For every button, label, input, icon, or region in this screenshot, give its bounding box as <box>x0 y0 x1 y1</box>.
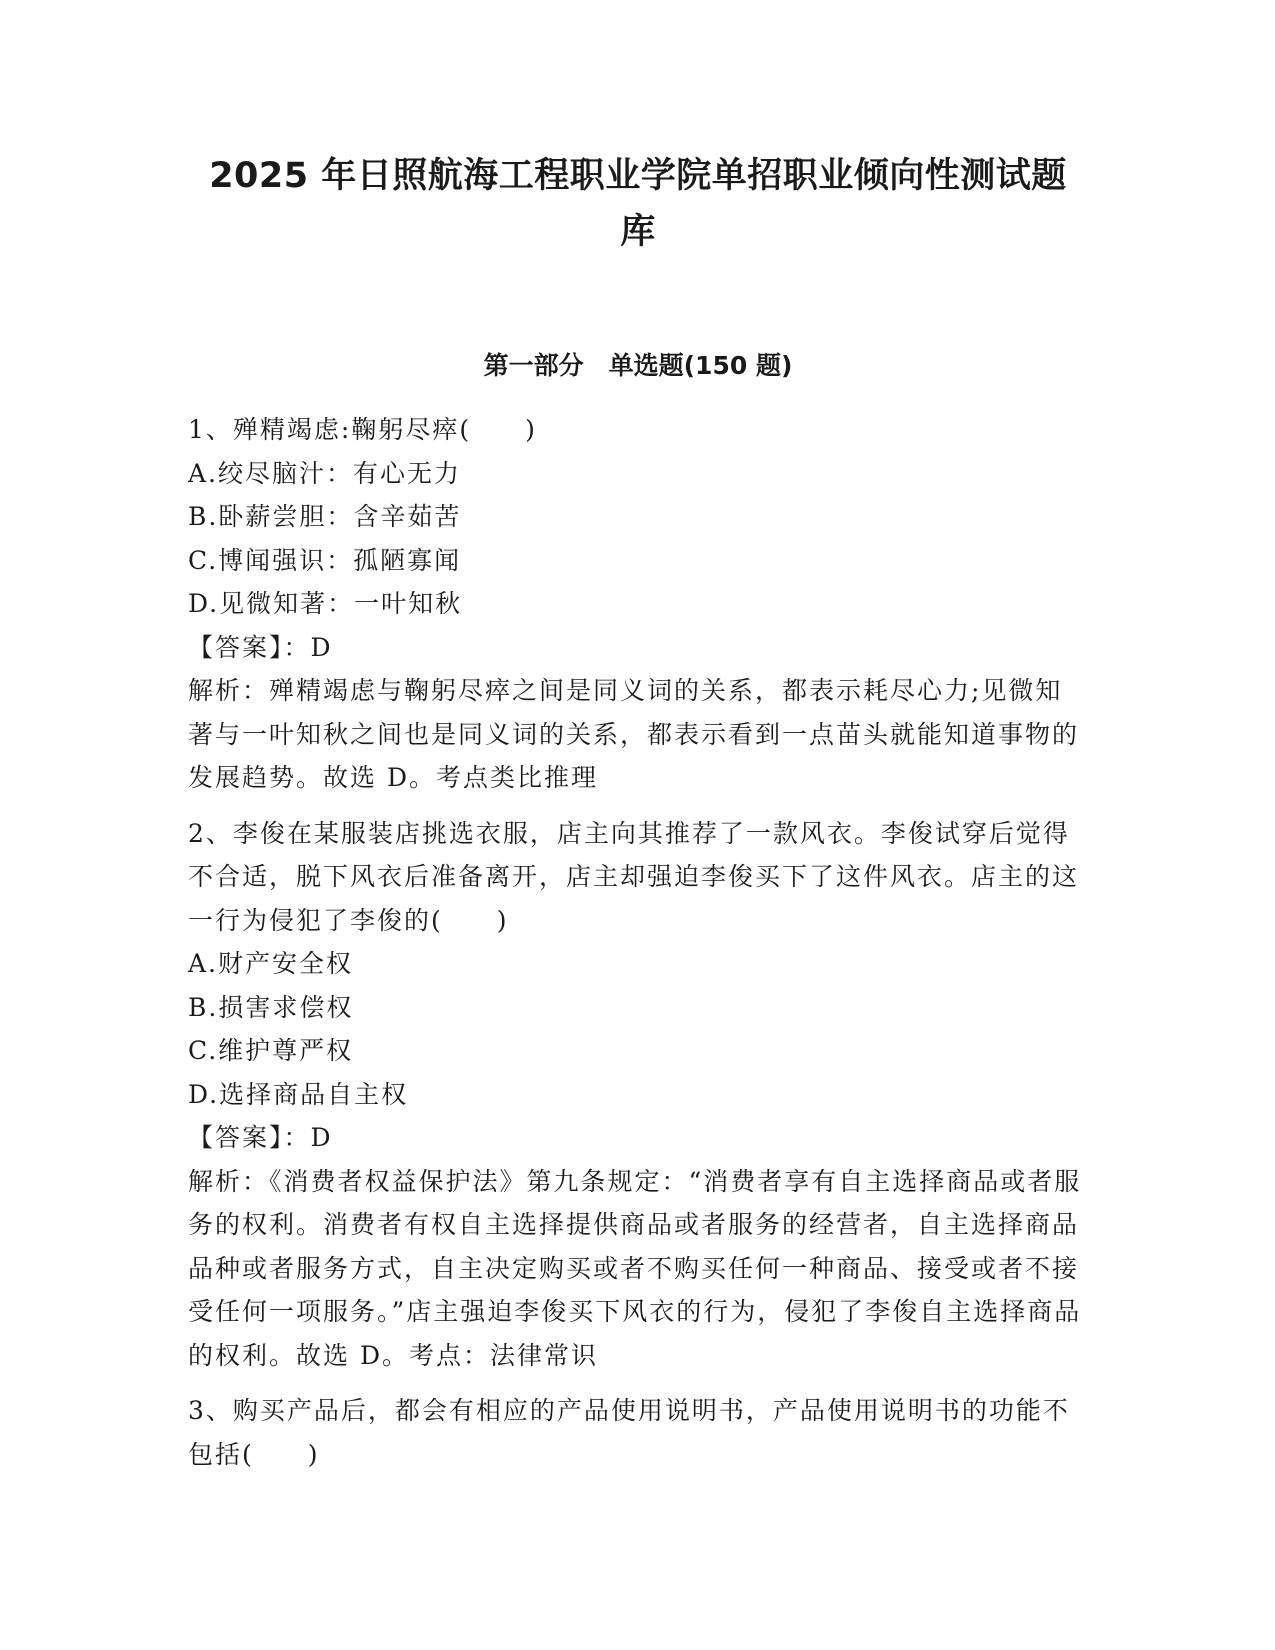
option-a: A.绞尽脑汁：有心无力 <box>188 458 462 488</box>
question-stem: 3、购买产品后，都会有相应的产品使用说明书，产品使用说明书的功能不包括( ) <box>188 1396 1070 1469</box>
option-c: C.博闻强识：孤陋寡闻 <box>188 545 462 575</box>
question-1 <box>188 408 1088 800</box>
question-list <box>188 408 1088 1488</box>
question-3 <box>188 1389 1088 1476</box>
option-b: B.损害求偿权 <box>188 992 354 1022</box>
document-title-line-1: 2025 年日照航海工程职业学院单招职业倾向性测试题 <box>209 156 1067 196</box>
document-title-line-2: 库 <box>620 212 656 252</box>
explanation: 解析：殚精竭虑与鞠躬尽瘁之间是同义词的关系，都表示耗尽心力;见微知著与一叶知秋之间也是同义词的关系，都表示看到一点苗头就能知道事物的发展趋势。故选 D。考点类比推理 <box>188 676 1080 792</box>
option-d: D.选择商品自主权 <box>188 1079 409 1109</box>
question-stem: 1、殚精竭虑:鞠躬尽瘁( ) <box>188 415 537 444</box>
question-stem: 2、李俊在某服装店挑选衣服，店主向其推荐了一款风衣。李俊试穿后觉得不合适，脱下风衣后准备离开，店主却强迫李俊买下了这件风衣。店主的这一行为侵犯了李俊的( ) <box>188 818 1080 935</box>
option-b: B.卧薪尝胆：含辛茹苦 <box>188 502 462 531</box>
option-a: A.财产安全权 <box>188 949 354 978</box>
document-page <box>188 0 1088 1650</box>
option-c: C.维护尊严权 <box>188 1036 354 1065</box>
document-title <box>188 148 1088 260</box>
answer: 【答案】：D <box>188 1123 333 1152</box>
answer: 【答案】：D <box>188 632 333 662</box>
section-title: 第一部分 单选题(150 题) <box>483 351 793 380</box>
option-d: D.见微知著：一叶知秋 <box>188 589 463 618</box>
explanation: 解析：《消费者权益保护法》第九条规定：“消费者享有自主选择商品或者服务的权利。消费者有权自主选择提供商品或者服务的经营者，自主选择商品品种或者服务方式，自主决定购买或者不购买任何一种商品、接受或者不接受任何一项服务。”店主强迫李俊买下风衣的行为，侵犯了李俊自主选择商品的权利。故选 D。考点：法律常识 <box>188 1166 1082 1370</box>
question-2 <box>188 812 1088 1378</box>
